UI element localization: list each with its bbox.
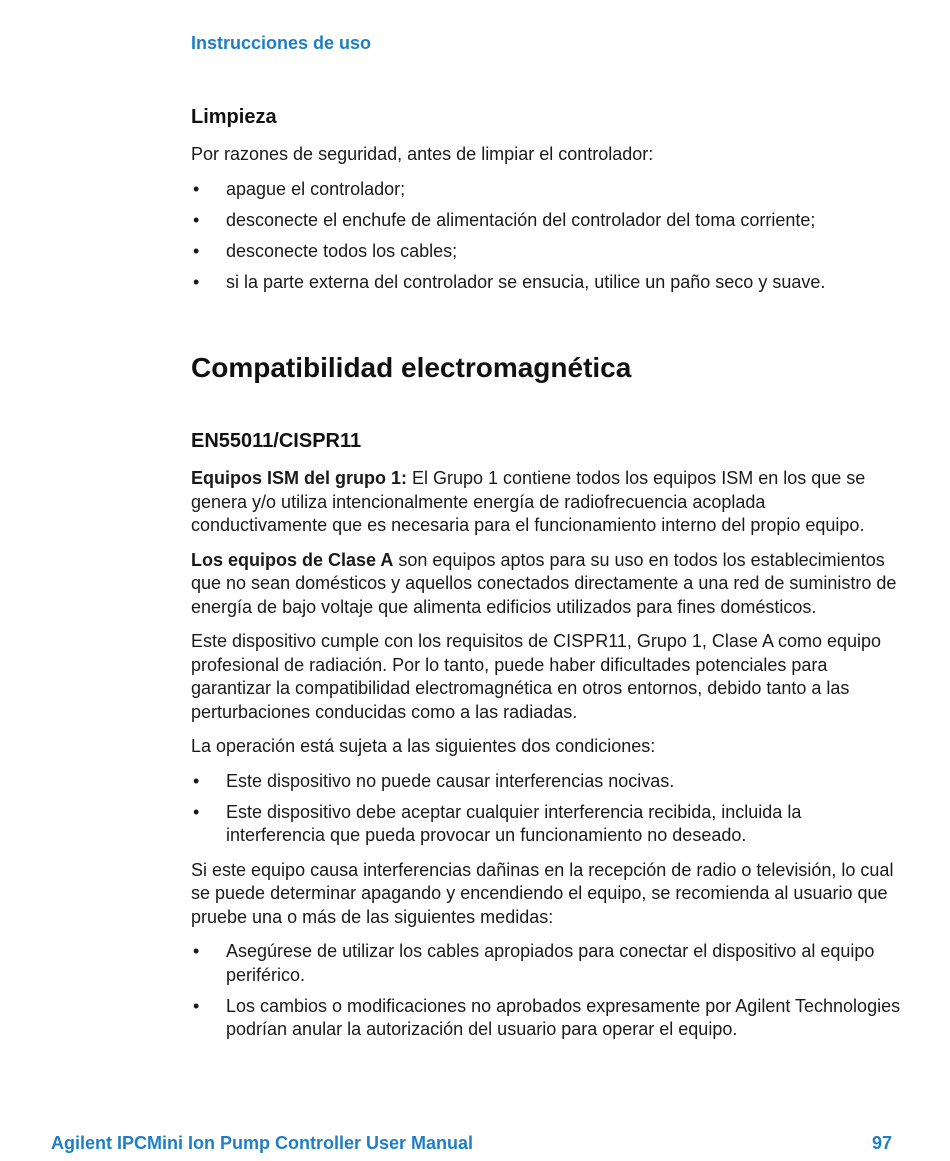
emc-heading: Compatibilidad electromagnética: [191, 352, 632, 383]
list-item: • Este dispositivo no puede causar interferencias nocivas.: [191, 770, 903, 794]
running-header-title: Instrucciones de uso: [191, 33, 372, 53]
list-item: • Este dispositivo debe aceptar cualquier interferencia recibida, incluida la interferencia que pueda provocar un funcionamiento no deseado.: [193, 801, 802, 845]
measures-intro: Si este equipo causa interferencias dañinas en la recepción de radio o televisión, lo cual se puede determinar apagando y encendiendo el equipo, se recomienda al usuario que pruebe una o más de las siguientes medidas:: [191, 859, 894, 927]
bullet-icon: •: [193, 995, 200, 1016]
group1-text: El Grupo 1 contiene todos los equipos ISM en los que se genera y/o utiliza intencionalmente energía de radiofrecuencia acoplada conductivamente que es necesaria para el funcionamiento interno del propio equipo.: [191, 468, 866, 535]
conditions-list: [191, 770, 903, 848]
list-item: • Asegúrese de utilizar los cables apropiados para conectar el dispositivo al equipo periférico.: [193, 941, 875, 985]
list-item: • Los cambios o modificaciones no aprobados expresamente por Agilent Technologies podrían anular la autorización del usuario para operar el equipo.: [193, 995, 901, 1039]
footer-page-number: 97: [871, 1133, 892, 1153]
compliance-paragraph: Este dispositivo cumple con los requisitos de CISPR11, Grupo 1, Clase A como equipo profesional de radiación. Por lo tanto, puede haber dificultades potenciales para garantizar la compatibilidad electromagnética en otros entornos, debido tanto a las perturbaciones conducidas como a las radiadas.: [191, 631, 882, 722]
footer-manual-title: Agilent IPCMini Ion Pump Controller User Manual: [51, 1133, 474, 1153]
group1-paragraph: [191, 467, 903, 538]
bullet-icon: •: [193, 941, 200, 961]
measures-list: [191, 940, 903, 1042]
bullet-icon: •: [193, 271, 200, 292]
list-item: • apague el controlador;: [191, 178, 903, 202]
group1-lead: Equipos ISM del grupo 1:: [191, 468, 407, 488]
standard-subheading: EN55011/CISPR11: [191, 430, 362, 452]
bullet-icon: •: [193, 209, 200, 230]
classA-paragraph: [191, 549, 903, 620]
cleaning-list: [191, 178, 903, 295]
page-content: [191, 106, 903, 1053]
list-item: • desconecte el enchufe de alimentación del controlador del toma corriente;: [191, 209, 903, 233]
list-item: • desconecte todos los cables;: [191, 240, 903, 264]
cleaning-intro: Por razones de seguridad, antes de limpiar el controlador:: [191, 144, 654, 164]
bullet-icon: •: [193, 178, 200, 199]
conditions-intro: La operación está sujeta a las siguientes dos condiciones:: [191, 736, 656, 756]
classA-text: son equipos aptos para su uso en todos los establecimientos que no sean domésticos y aquellos conectados directamente a una red de suministro de energía de bajo voltaje que alimenta edificios utilizados para fines domésticos.: [191, 549, 897, 617]
cleaning-heading: Limpieza: [191, 106, 277, 128]
list-item: • si la parte externa del controlador se ensucia, utilice un paño seco y suave.: [191, 271, 903, 295]
bullet-icon: •: [193, 770, 200, 791]
bullet-icon: •: [193, 801, 200, 822]
classA-lead: Los equipos de Clase A: [191, 549, 394, 570]
bullet-icon: •: [193, 240, 200, 261]
